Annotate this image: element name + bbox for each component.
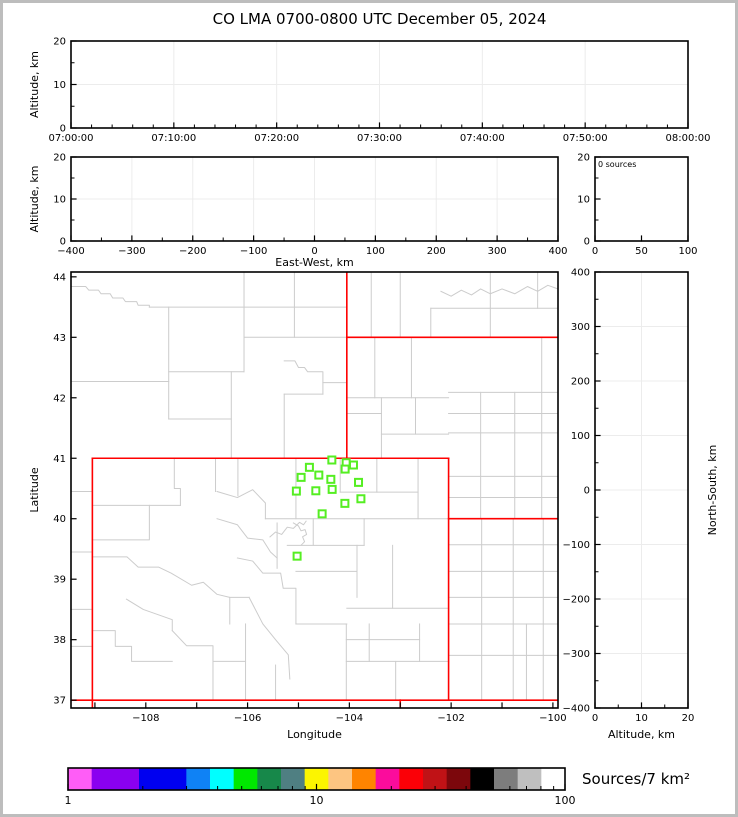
x-tick-label: 400 (548, 246, 568, 257)
x-axis-label: Longitude (287, 728, 342, 741)
y-tick-label: 0 (583, 236, 590, 248)
x-tick-label: 0 (591, 246, 599, 257)
colorbar-segment (376, 768, 400, 790)
x-tick-label: 0 (591, 713, 599, 724)
station-marker (298, 474, 305, 481)
station-marker (350, 462, 357, 469)
x-tick-label: 07:30:00 (357, 133, 402, 144)
station-marker (329, 486, 336, 493)
colorbar-segment (210, 768, 234, 790)
county-boundary (92, 557, 229, 624)
y-tick-label: 43 (53, 332, 66, 344)
y-axis-label-right: North-South, km (706, 444, 719, 536)
colorbar-segment (494, 768, 518, 790)
county-boundary (174, 458, 180, 505)
colorbar-segment (352, 768, 376, 790)
colorbar-segment (328, 768, 352, 790)
y-tick-label: 20 (53, 152, 66, 164)
station-marker (315, 472, 322, 479)
station-marker (355, 479, 362, 486)
x-tick-label: −100 (539, 713, 567, 724)
y-tick-label: 0 (59, 123, 66, 135)
x-tick-label: 07:00:00 (48, 133, 94, 144)
x-tick-label: 100 (365, 246, 385, 257)
colorbar-tick-label: 10 (309, 794, 324, 807)
county-boundary (270, 521, 306, 537)
y-tick-label: 300 (570, 322, 590, 333)
alt-histogram-frame[interactable] (595, 157, 688, 241)
station-marker (357, 495, 364, 502)
x-tick-label: −102 (437, 713, 465, 724)
station-marker (319, 510, 326, 517)
colorbar-segment (139, 768, 187, 790)
y-tick-label: 0 (59, 236, 66, 248)
county-boundary (249, 597, 290, 679)
colorbar-title: Sources/7 km² (582, 770, 691, 788)
county-boundary (237, 558, 296, 624)
y-tick-label: 400 (570, 267, 590, 279)
y-tick-label: 41 (53, 453, 66, 465)
x-tick-label: −100 (239, 246, 268, 257)
county-boundary (71, 287, 149, 308)
colorbar-segment (68, 768, 92, 790)
station-marker (342, 466, 349, 473)
x-tick-label: 07:40:00 (459, 133, 505, 144)
colorbar[interactable] (65, 768, 691, 807)
y-tick-label: −300 (562, 649, 590, 660)
y-tick-label: 44 (53, 272, 66, 284)
time-height-panel[interactable] (28, 37, 710, 145)
annotation-text: 0 sources (598, 160, 637, 169)
map-content (71, 272, 558, 708)
x-tick-label: 0 (311, 246, 318, 257)
county-boundary (284, 361, 323, 394)
ns-height-panel[interactable] (563, 268, 719, 742)
y-tick-label: 20 (53, 36, 66, 48)
colorbar-segment (399, 768, 423, 790)
county-boundary (92, 631, 172, 662)
county-boundary (217, 519, 277, 558)
county-boundary (172, 631, 213, 701)
colorbar-segment (470, 768, 494, 790)
x-tick-label: −106 (233, 713, 262, 724)
x-tick-label: −200 (179, 246, 207, 257)
x-tick-label: 07:20:00 (254, 133, 300, 144)
station-marker (312, 487, 319, 494)
x-axis-label: Altitude, km (607, 728, 676, 741)
y-tick-label: 100 (570, 431, 590, 442)
x-tick-label: 07:50:00 (562, 133, 608, 144)
x-tick-label: −108 (132, 713, 160, 724)
county-boundary (92, 505, 149, 539)
station-marker (328, 457, 335, 464)
station-marker (293, 488, 300, 495)
county-boundary (126, 599, 172, 630)
ew-height-panel[interactable] (28, 153, 568, 270)
y-tick-label: −100 (562, 540, 590, 551)
station-marker (327, 476, 334, 483)
station-marker (341, 500, 348, 507)
y-tick-label: 40 (53, 514, 66, 526)
colorbar-segment (92, 768, 140, 790)
y-tick-label: 10 (577, 194, 590, 206)
y-tick-label: −200 (562, 594, 590, 606)
station-marker (306, 464, 313, 471)
y-tick-label: 0 (583, 485, 590, 497)
x-tick-label: 08:00:00 (665, 133, 711, 144)
station-marker (294, 553, 301, 560)
x-axis-label: East-West, km (275, 256, 354, 269)
y-tick-label: 37 (53, 695, 66, 707)
colorbar-segment (447, 768, 471, 790)
colorbar-segment (186, 768, 210, 790)
x-tick-label: 100 (678, 246, 698, 257)
y-axis-label: Altitude, km (28, 165, 41, 233)
y-tick-label: 10 (53, 194, 66, 206)
y-tick-label: −400 (562, 703, 590, 715)
county-boundary (217, 490, 265, 519)
y-axis-label: Latitude (28, 467, 41, 513)
x-tick-label: 200 (426, 246, 446, 257)
plan-view-panel[interactable] (28, 272, 567, 741)
y-tick-label: 200 (570, 376, 590, 388)
y-tick-label: 20 (577, 152, 590, 164)
colorbar-segment (281, 768, 305, 790)
colorbar-tick-label: 100 (554, 794, 576, 807)
y-tick-label: 42 (53, 393, 66, 405)
colorbar-segment (234, 768, 258, 790)
x-tick-label: 50 (635, 246, 648, 257)
x-tick-label: 300 (487, 246, 507, 257)
y-tick-label: 38 (53, 635, 66, 647)
x-tick-label: −300 (118, 246, 146, 257)
colorbar-tick-label: 1 (64, 794, 72, 807)
alt-histogram-panel[interactable] (577, 153, 697, 258)
x-tick-label: −104 (335, 713, 364, 724)
x-tick-label: 10 (635, 713, 648, 724)
x-tick-label: −400 (57, 246, 85, 257)
y-tick-label: 10 (53, 80, 66, 91)
y-tick-label: 39 (53, 574, 66, 586)
colorbar-segment (518, 768, 542, 790)
x-tick-label: 20 (681, 713, 695, 724)
y-axis-label: Altitude, km (28, 50, 41, 119)
figure-title: CO LMA 0700-0800 UTC December 05, 2024 (212, 10, 547, 28)
county-boundary (441, 285, 558, 296)
x-tick-label: 07:10:00 (151, 133, 197, 144)
